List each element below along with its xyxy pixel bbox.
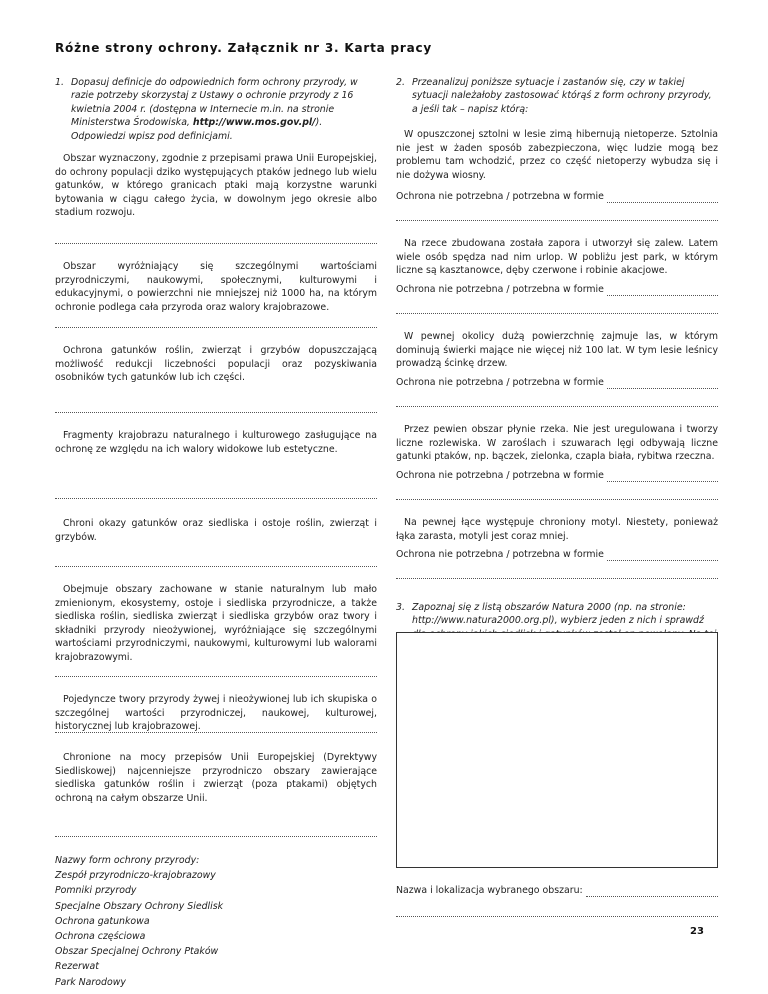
form-item: Ochrona gatunkowa bbox=[55, 915, 150, 927]
answer-label: Ochrona nie potrzebna / potrzebna w formie bbox=[396, 284, 604, 295]
situation-2: Na rzece zbudowana została zapora i utworzył się zalew. Latem wiele osób spędza nad nim urlop. W pobliżu jest park, w którym liczne są kasztanowce, dęby czerwone i robinie akacjowe. bbox=[396, 238, 718, 277]
answer-field-3[interactable] bbox=[607, 379, 718, 389]
forms-heading: Nazwy form ochrony przyrody: bbox=[55, 855, 200, 866]
page-number: 23 bbox=[690, 926, 704, 937]
answer-line-4[interactable] bbox=[55, 487, 377, 499]
answer-line-3[interactable] bbox=[55, 401, 377, 413]
answer-label: Ochrona nie potrzebna / potrzebna w formie bbox=[396, 191, 604, 202]
task3-number: 3. bbox=[396, 602, 405, 613]
task1-instruction bbox=[55, 76, 377, 142]
answer-row-4 bbox=[396, 469, 718, 482]
task1-instruction-end: ). Odpowiedzi wpisz pod definicjami. bbox=[71, 117, 323, 142]
answer-line-s3[interactable] bbox=[396, 395, 718, 407]
situation-3: W pewnej okolicy dużą powierzchnię zajmuje las, w którym dominują świerki mające nie więcej niż 100 lat. W tym lesie leśnicy prowadzą ścinkę drzew. bbox=[396, 331, 718, 370]
form-item: Specjalne Obszary Ochrony Siedlisk bbox=[55, 900, 224, 912]
answer-line-s4[interactable] bbox=[396, 488, 718, 500]
definition-1: Obszar wyznaczony, zgodnie z przepisami prawa Unii Europejskiej, do ochrony populacji dziko występujących ptaków jednego lub wielu gatunków, w którego granicach ptaki mają korzystne warunki bytowania w ciągu całego życia, w dowolnym jego okresie albo stadium rozwoju. bbox=[55, 153, 377, 219]
answer-field-4[interactable] bbox=[607, 472, 718, 482]
answer-line-6[interactable] bbox=[55, 665, 377, 677]
answer-line-8[interactable] bbox=[55, 825, 377, 837]
area-name-section bbox=[396, 884, 718, 917]
answer-row-1 bbox=[396, 190, 718, 203]
definition-3: Ochrona gatunków roślin, zwierząt i grzybów dopuszczającą możliwość redukcji liczebności populacji oraz pozyskiwania osobników tych gatunków lub ich części. bbox=[55, 345, 377, 384]
definition-7: Pojedyncze twory przyrody żywej i nieożywionej lub ich skupiska o szczególnej wartości przyrodniczej, naukowej, kulturowej, historycznej lub krajobrazowej. bbox=[55, 694, 377, 733]
answer-line-5[interactable] bbox=[55, 555, 377, 567]
definition-5: Chroni okazy gatunków oraz siedliska i ostoje roślin, zwierząt i grzybów. bbox=[55, 518, 377, 543]
task1-number: 1. bbox=[55, 77, 64, 88]
page-title: Różne strony ochrony. Załącznik nr 3. Karta pracy bbox=[55, 41, 433, 55]
task1-instruction-text: Dopasuj definicje do odpowiednich form ochrony przyrody, w razie potrzeby skorzystaj z Ustawy o ochronie przyrody z 16 kwietnia 2004 r. (dostępna w Internecie m.in. na stronie Ministerstwa Środowiska, bbox=[71, 77, 358, 129]
area-name-label: Nazwa i lokalizacja wybranego obszaru: bbox=[396, 885, 583, 896]
forms-list bbox=[55, 853, 377, 990]
answer-line-s5[interactable] bbox=[396, 567, 718, 579]
situation-1: W opuszczonej sztolni w lesie zimą hibernują nietoperze. Sztolnia nie jest w żaden sposób zabezpieczona, więc ludzie mogą bez problemu tam wchodzić, przez co część nietoperzy wybudza się i nie dożywa wiosny. bbox=[396, 129, 718, 181]
form-item: Rezerwat bbox=[55, 961, 99, 973]
definition-2: Obszar wyróżniający się szczególnymi wartościami przyrodniczymi, naukowymi, społecznymi, kulturowymi i edukacyjnymi, o powierzchni nie mniejszej niż 1000 ha, na którym ochronie podlega cała przyroda oraz walory krajobrazowe. bbox=[55, 261, 377, 313]
situation-5: Na pewnej łące występuje chroniony motyl. Niestety, ponieważ łąka zarasta, motyli jest coraz mniej. bbox=[396, 517, 718, 542]
right-column bbox=[396, 76, 718, 657]
left-column bbox=[55, 76, 377, 990]
answer-label: Ochrona nie potrzebna / potrzebna w formie bbox=[396, 549, 604, 560]
definition-8: Chronione na mocy przepisów Unii Europejskiej (Dyrektywy Siedliskowej) najcenniejsze przyrodniczo obszary zawierające siedliska gatunków roślin i zwierząt (poza ptakami) objętych ochroną na całym obszarze Unii. bbox=[55, 752, 377, 804]
area-name-field[interactable] bbox=[586, 887, 718, 897]
answer-line-s2[interactable] bbox=[396, 302, 718, 314]
answer-field-2[interactable] bbox=[607, 286, 718, 296]
task3-instruction-text: Zapoznaj się z listą obszarów Natura 2000 (np. na stronie: http://www.natura2000.org.pl), wybierz jeden z nich i sprawdź bbox=[412, 602, 704, 627]
answer-row-5 bbox=[396, 548, 718, 561]
form-item: Zespół przyrodniczo-krajobrazowy bbox=[55, 870, 216, 882]
task2-number: 2. bbox=[396, 77, 405, 88]
situation-4: Przez pewien obszar płynie rzeka. Nie jest uregulowana i tworzy liczne rozlewiska. W zaroślach i szuwarach lęgi odbywają liczne gatunki ptaków, np. bączek, zielonka, czapla biała, rybitwa rzeczna. bbox=[396, 424, 718, 463]
answer-row-2 bbox=[396, 283, 718, 296]
form-item: Park Narodowy bbox=[55, 976, 126, 988]
answer-line-2[interactable] bbox=[55, 316, 377, 328]
answer-line-1[interactable] bbox=[55, 232, 377, 244]
area-name-row bbox=[396, 884, 718, 897]
area-location-line[interactable] bbox=[396, 905, 718, 917]
form-item: Pomniki przyrody bbox=[55, 885, 137, 897]
answer-row-3 bbox=[396, 376, 718, 389]
form-item: Ochrona częściowa bbox=[55, 931, 146, 943]
answer-label: Ochrona nie potrzebna / potrzebna w formie bbox=[396, 377, 604, 388]
answer-label: Ochrona nie potrzebna / potrzebna w formie bbox=[396, 470, 604, 481]
task2-instruction bbox=[396, 76, 718, 122]
answer-field-5[interactable] bbox=[607, 551, 718, 561]
definition-4: Fragmenty krajobrazu naturalnego i kulturowego zasługujące na ochronę ze względu na ich walory widokowe lub estetyczne. bbox=[55, 430, 377, 455]
definition-6: Obejmuje obszary zachowane w stanie naturalnym lub mało zmienionym, ekosystemy, ostoje i siedliska przyrodnicze, a także siedliska roślin, siedliska zwierząt i siedliska grzybów oraz twory i składniki przyrody nieożywionej, wyróżniające się szczególnymi wartościami przyrodniczymi, naukowymi, kulturowymi lub walorami krajobrazowymi. bbox=[55, 584, 377, 663]
answer-field-1[interactable] bbox=[607, 193, 718, 203]
answer-line-s1[interactable] bbox=[396, 209, 718, 221]
ministry-url-link[interactable]: http://www.mos.gov.pl/ bbox=[192, 117, 316, 129]
logo-drawing-box[interactable] bbox=[396, 632, 718, 868]
form-item: Obszar Specjalnej Ochrony Ptaków bbox=[55, 946, 219, 958]
task2-instruction-text: Przeanalizuj poniższe sytuacje i zastanów się, czy w takiej sytuacji należałoby zastosować którąś z form ochrony przyrody, a jeśli tak – napisz którą: bbox=[412, 77, 712, 115]
